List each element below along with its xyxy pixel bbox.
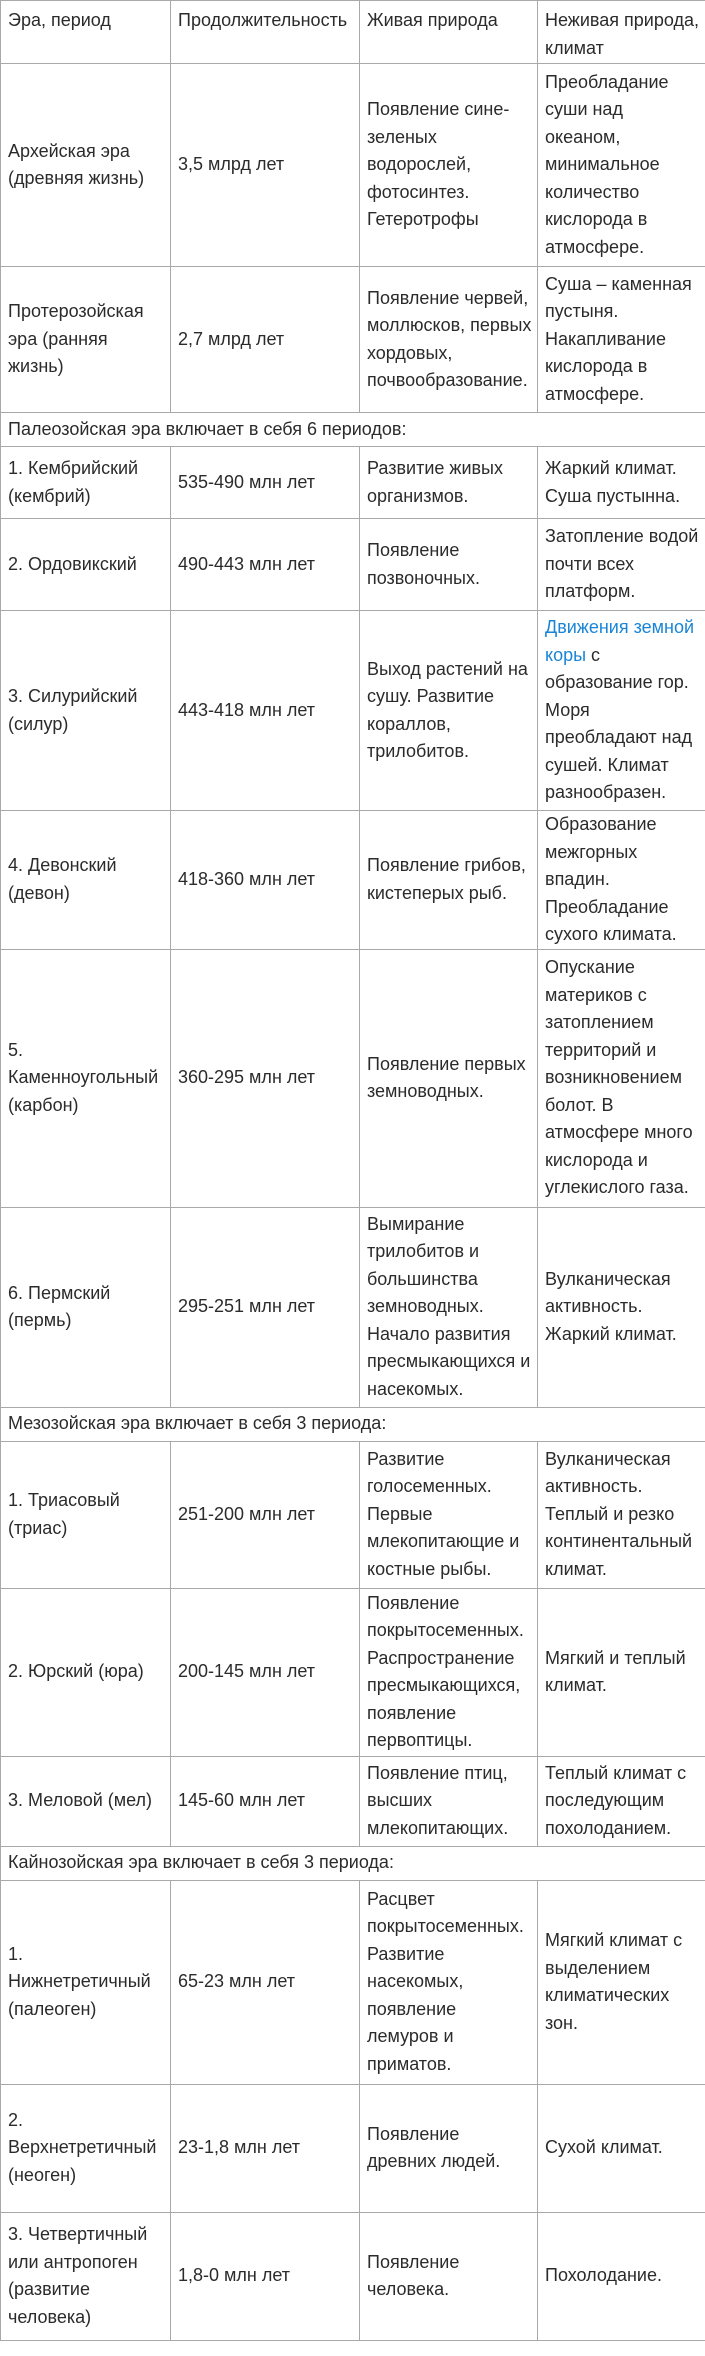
table-row-triassic [1,1441,705,1588]
period-living-nature: Расцвет покрытосеменных. Развитие насекомых, появление лемуров и приматов. [360,1880,538,2084]
period-living-nature: Вымирание трилобитов и большинства земноводных. Начало развития пресмыкающихся и насекомых. [360,1207,538,1407]
period-name: 2. Верхнетретичный (неоген) [1,2084,171,2212]
period-name: 1. Нижнетретичный (палеоген) [1,1880,171,2084]
period-nonliving-nature: Опускание материков с затоплением территорий и возникновением болот. В атмосфере много кислорода и углекислого газа. [538,949,705,1207]
section-title-cenozoic: Кайнозойская эра включает в себя 3 периода: [1,1846,705,1880]
period-living-nature: Появление древних людей. [360,2084,538,2212]
period-nonliving-nature: Вулканическая активность. Жаркий климат. [538,1207,705,1407]
era-living-nature: Появление сине-зеленых водорослей, фотосинтез. Гетеротрофы [360,64,538,267]
section-row-paleozoic [1,413,705,447]
era-name: Архейская эра (древняя жизнь) [1,64,171,267]
period-duration: 251-200 млн лет [171,1441,360,1588]
period-nonliving-nature [538,611,705,811]
period-nonliving-nature: Вулканическая активность. Теплый и резко континентальный климат. [538,1441,705,1588]
period-nonliving-nature-text: с образование гор. Моря преобладают над сушей. Климат разнообразен. [545,644,693,803]
table-row-carboniferous [1,949,705,1207]
table-row-quaternary [1,2212,705,2340]
era-living-nature: Появление червей, моллюсков, первых хордовых, почвообразование. [360,267,538,413]
table-row-cambrian [1,447,705,519]
period-nonliving-nature: Теплый климат с последующим похолоданием. [538,1756,705,1846]
table-row-cretaceous [1,1756,705,1846]
period-living-nature: Появление грибов, кистеперых рыб. [360,811,538,950]
period-nonliving-nature: Жаркий климат. Суша пустынна. [538,447,705,519]
period-nonliving-nature: Похолодание. [538,2212,705,2340]
period-living-nature: Выход растений на сушу. Развитие кораллов, трилобитов. [360,611,538,811]
period-name: 1. Триасовый (триас) [1,1441,171,1588]
period-name: 3. Силурийский (силур) [1,611,171,811]
period-duration: 490-443 млн лет [171,519,360,611]
earth-crust-movement-link[interactable]: Движения земной коры [545,617,695,665]
table-row-permian [1,1207,705,1407]
period-living-nature: Развитие живых организмов. [360,447,538,519]
table-row-ordovician [1,519,705,611]
header-duration: Продолжительность [171,1,360,64]
period-living-nature: Развитие голосеменных. Первые млекопитающие и костные рыбы. [360,1441,538,1588]
table-row-proterozoic [1,267,705,413]
header-nonliving-nature: Неживая природа, климат [538,1,705,64]
period-living-nature: Появление покрытосеменных. Распространение пресмыкающихся, появление первоптицы. [360,1588,538,1756]
header-era: Эра, период [1,1,171,64]
section-row-mesozoic [1,1407,705,1441]
period-duration: 23-1,8 млн лет [171,2084,360,2212]
table-row-neogene [1,2084,705,2212]
table-row-jurassic [1,1588,705,1756]
header-living-nature: Живая природа [360,1,538,64]
period-living-nature: Появление позвоночных. [360,519,538,611]
era-name: Протерозойская эра (ранняя жизнь) [1,267,171,413]
period-name: 4. Девонский (девон) [1,811,171,950]
table-row-silurian [1,611,705,811]
period-name: 3. Меловой (мел) [1,1756,171,1846]
period-living-nature: Появление человека. [360,2212,538,2340]
period-duration: 65-23 млн лет [171,1880,360,2084]
section-title-mesozoic: Мезозойская эра включает в себя 3 периода: [1,1407,705,1441]
era-nonliving-nature: Преобладание суши над океаном, минимальное количество кислорода в атмосфере. [538,64,705,267]
table-row-paleogene [1,1880,705,2084]
section-title-paleozoic: Палеозойская эра включает в себя 6 периодов: [1,413,705,447]
period-name: 1. Кембрийский (кембрий) [1,447,171,519]
period-living-nature: Появление первых земноводных. [360,949,538,1207]
period-living-nature: Появление птиц, высших млекопитающих. [360,1756,538,1846]
period-name: 2. Ордовикский [1,519,171,611]
period-duration: 200-145 млн лет [171,1588,360,1756]
table-header-row [1,1,705,64]
table-row-devonian [1,811,705,950]
period-nonliving-nature: Образование межгорных впадин. Преобладание сухого климата. [538,811,705,950]
period-name: 6. Пермский (пермь) [1,1207,171,1407]
period-name: 2. Юрский (юра) [1,1588,171,1756]
period-name: 3. Четвертичный или антропоген (развитие человека) [1,2212,171,2340]
period-duration: 360-295 млн лет [171,949,360,1207]
period-nonliving-nature: Сухой климат. [538,2084,705,2212]
period-nonliving-nature: Затопление водой почти всех платформ. [538,519,705,611]
section-row-cenozoic [1,1846,705,1880]
era-duration: 3,5 млрд лет [171,64,360,267]
era-duration: 2,7 млрд лет [171,267,360,413]
period-duration: 295-251 млн лет [171,1207,360,1407]
period-duration: 1,8-0 млн лет [171,2212,360,2340]
period-duration: 535-490 млн лет [171,447,360,519]
period-duration: 443-418 млн лет [171,611,360,811]
era-nonliving-nature: Суша – каменная пустыня. Накапливание кислорода в атмосфере. [538,267,705,413]
table-row-archean [1,64,705,267]
period-name: 5. Каменноугольный (карбон) [1,949,171,1207]
period-nonliving-nature: Мягкий и теплый климат. [538,1588,705,1756]
period-duration: 145-60 млн лет [171,1756,360,1846]
period-duration: 418-360 млн лет [171,811,360,950]
period-nonliving-nature: Мягкий климат с выделением климатических зон. [538,1880,705,2084]
